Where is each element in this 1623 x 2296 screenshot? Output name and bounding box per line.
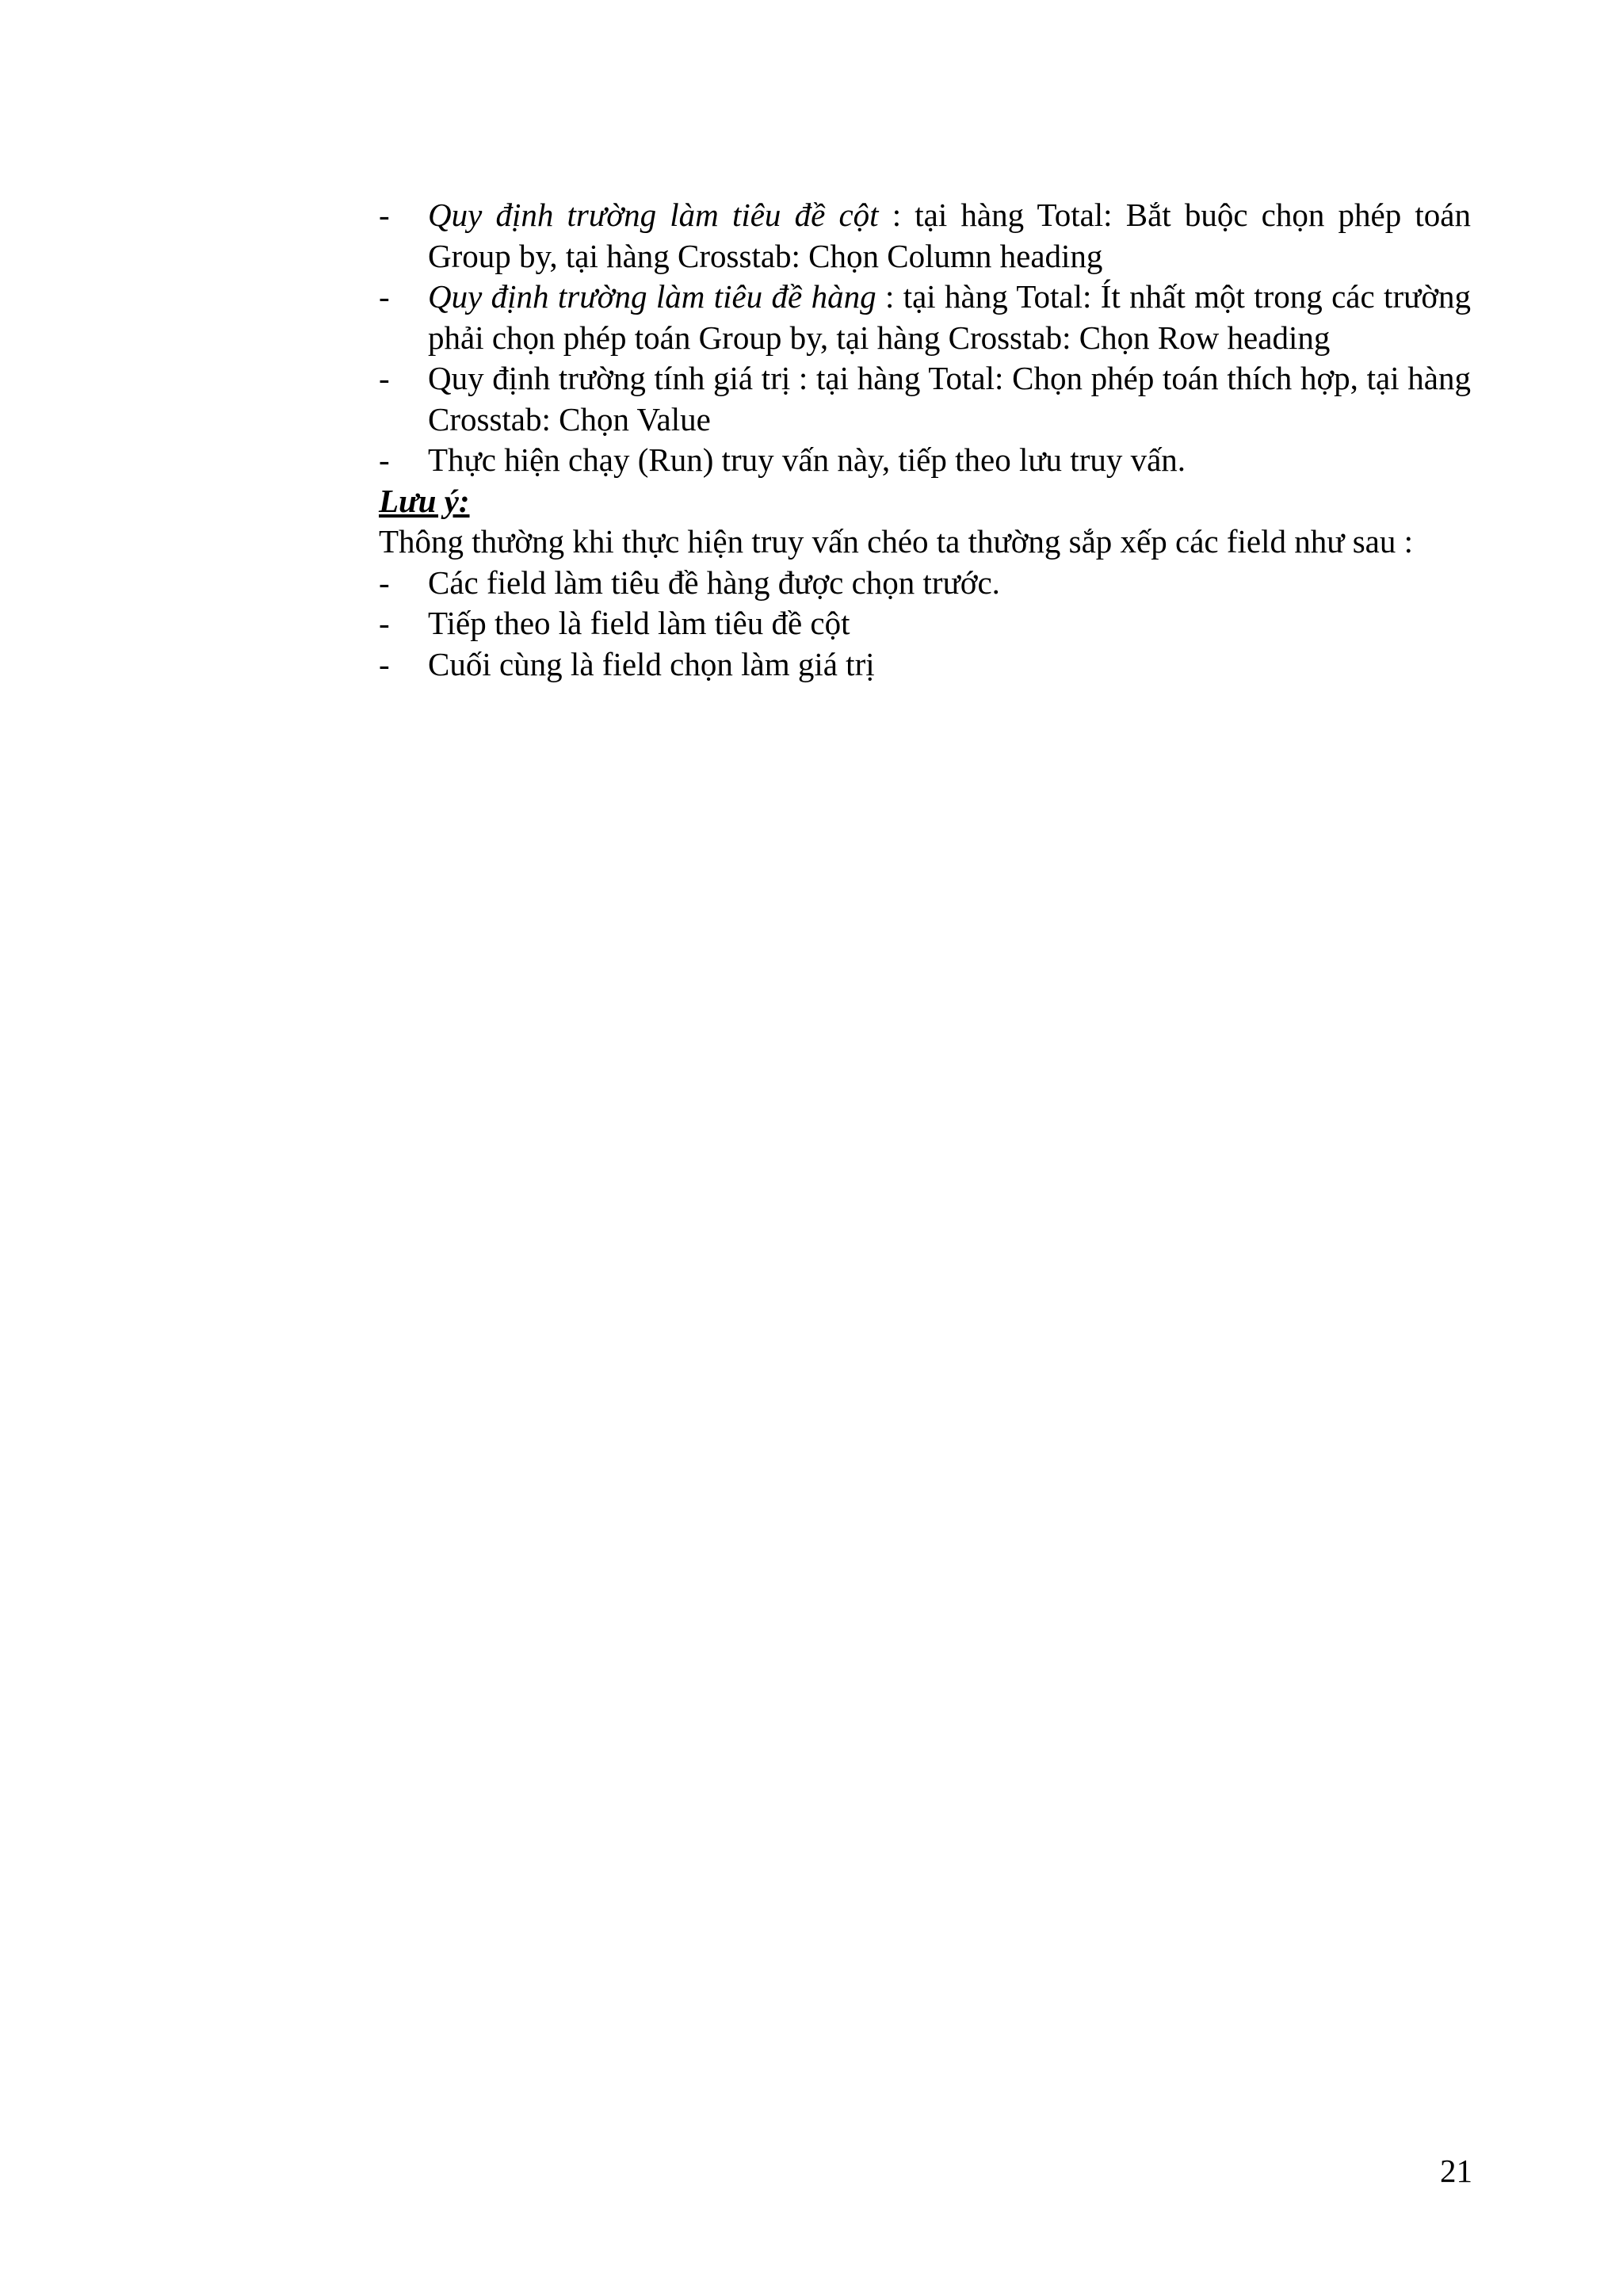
bullet-dash: - [379,605,390,641]
list-item [379,195,1471,277]
bullet-dash: - [379,360,390,396]
note-heading: Lưu ý: [379,482,470,519]
page-number: 21 [1440,2153,1472,2189]
list-item [379,277,1471,358]
list-item-text: Các field làm tiêu đề hàng được chọn trước. [428,563,1000,601]
list-item [379,440,1471,481]
italic-term: Quy định trường làm tiêu đề cột [428,197,879,233]
bullet-dash: - [379,441,390,478]
page-content [379,195,1471,685]
bullet-dash: - [379,197,390,233]
item-description: : tại hàng Total: Bắt buộc chọn phép toán Group by, tại hàng Crosstab: Chọn Column heading [428,197,1471,274]
list-item [379,603,1471,644]
bullet-dash: - [379,278,390,315]
list-item-text: Tiếp theo là field làm tiêu đề cột [428,605,850,641]
item-description: : tại hàng Total: Ít nhất một trong các trường phải chọn phép toán Group by, tại hàng Crosstab: Chọn Row heading [428,278,1472,356]
list-item-text: Cuối cùng là field chọn làm giá trị [428,645,875,682]
list-item [379,563,1471,604]
bullet-dash: - [379,645,390,682]
list-item-text [428,277,1471,358]
list-item [379,358,1471,440]
italic-term: Quy định trường làm tiêu đề hàng [428,278,876,315]
list-item-text [428,195,1471,277]
note-paragraph: Thông thường khi thực hiện truy vấn chéo ta thường sắp xếp các field như sau : [379,523,1413,560]
bullet-dash: - [379,563,390,601]
list-item [379,644,1471,686]
list-item-text: Quy định trường tính giá trị : tại hàng Total: Chọn phép toán thích hợp, tại hàng Crosstab: Chọn Value [428,360,1471,437]
list-item-text: Thực hiện chạy (Run) truy vấn này, tiếp theo lưu truy vấn. [428,441,1186,478]
